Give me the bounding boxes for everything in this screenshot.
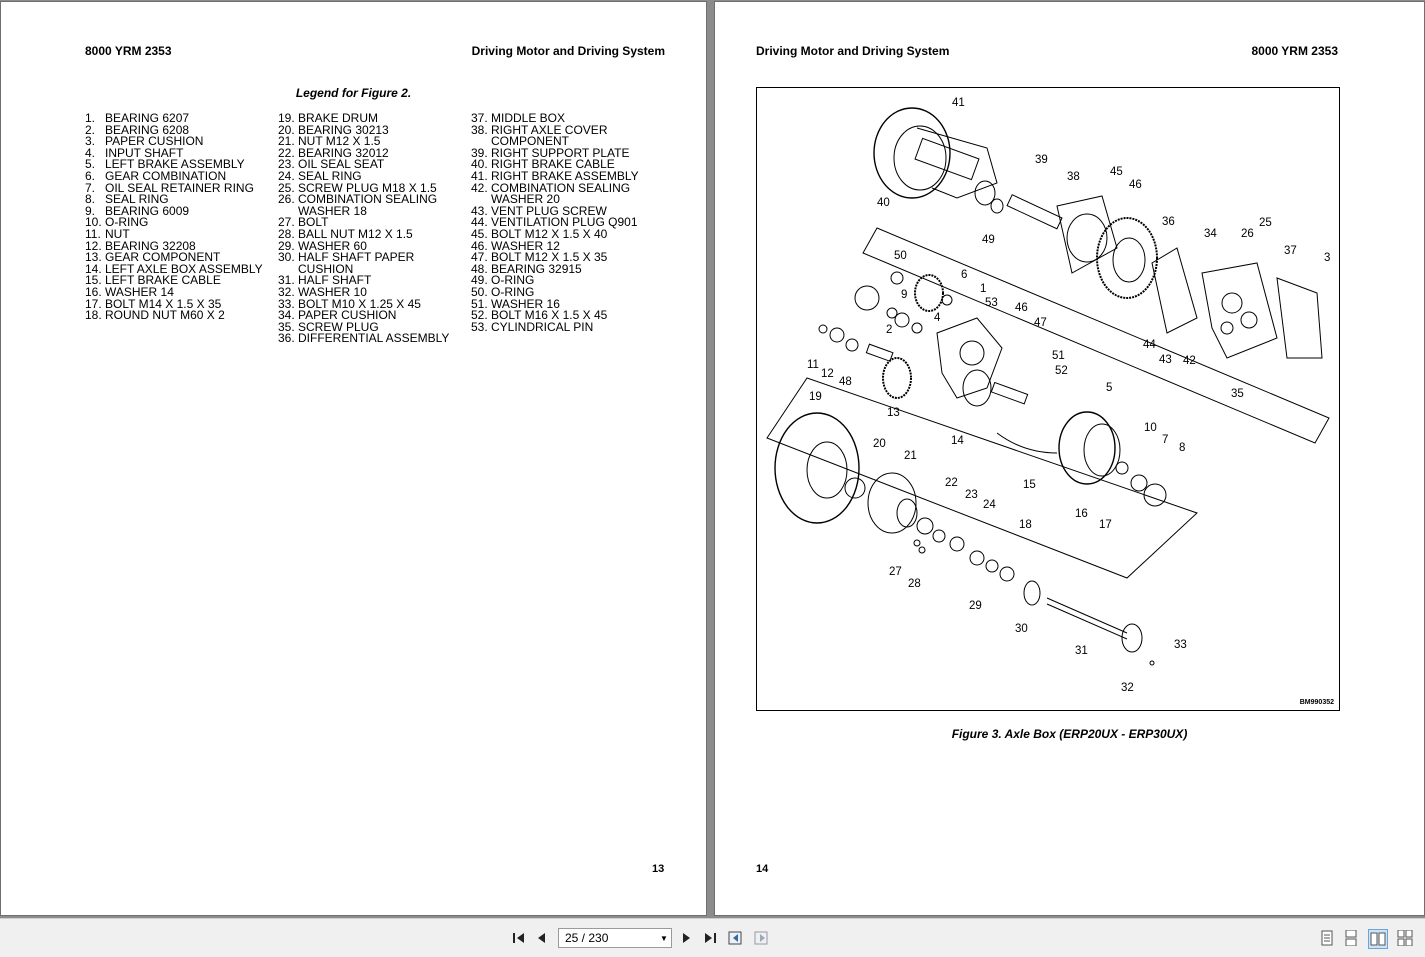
legend-item	[85, 310, 263, 322]
legend-title: Legend for Figure 2.	[295, 86, 412, 100]
legend-item-label: SEAL RING	[105, 192, 169, 207]
legend-item-number: 4.	[85, 145, 96, 160]
legend-item-number: 44.	[471, 215, 488, 230]
callout-number: 42	[1183, 355, 1196, 367]
legend-item-label: BOLT M12 X 1.5 X 40	[491, 226, 608, 241]
callout-number: 43	[1159, 354, 1172, 366]
legend-item-number: 42.	[471, 180, 488, 195]
single-page-view-icon[interactable]	[1318, 929, 1336, 947]
legend-item-label: OIL SEAL SEAT	[298, 157, 385, 172]
legend-item	[471, 319, 639, 334]
header-doc-number: 8000 YRM 2353	[85, 44, 172, 58]
legend-item-number: 17.	[85, 296, 102, 311]
legend-item-label: RIGHT BRAKE CABLE	[491, 157, 615, 172]
callout-number: 36	[1162, 216, 1175, 228]
legend-item-number: 1.	[85, 111, 96, 125]
legend-item-label: LEFT BRAKE ASSEMBLY	[105, 157, 245, 172]
legend-item-number: 9.	[85, 203, 96, 218]
legend-item-label: CUSHION	[298, 261, 354, 276]
header-section-title: Driving Motor and Driving System	[756, 44, 950, 58]
legend-item-label: VENT PLUG SCREW	[491, 203, 607, 218]
legend-item-number: 45.	[471, 226, 488, 241]
legend-item-label: BRAKE DRUM	[298, 111, 379, 125]
legend-item-number: 7.	[85, 180, 96, 195]
legend-column-1	[85, 113, 263, 322]
page-number: 14	[756, 863, 769, 875]
callout-number: 46	[1015, 302, 1028, 314]
legend-item-number: 35.	[278, 319, 295, 334]
legend-item-number: 23.	[278, 157, 295, 172]
legend-item-number: 53.	[471, 319, 488, 334]
callout-number: 14	[951, 435, 964, 447]
legend-item-label: SEAL RING	[298, 168, 362, 183]
legend-item-number: 50.	[471, 284, 488, 299]
viewer-toolbar	[0, 918, 1425, 957]
page-number: 13	[652, 863, 665, 875]
legend-item-label: BOLT M12 X 1.5 X 35	[491, 250, 608, 265]
legend-item-number: 2.	[85, 122, 96, 137]
callout-number: 30	[1015, 623, 1028, 635]
legend-item-label: SCREW PLUG	[298, 319, 379, 334]
legend-item-number: 32.	[278, 284, 295, 299]
legend-item-number: 36.	[278, 331, 295, 346]
page-number-field[interactable]	[558, 928, 672, 948]
callout-number: 22	[945, 477, 958, 489]
legend-item-label: DIFFERENTIAL ASSEMBLY	[298, 331, 450, 346]
legend-item-label: COMPONENT	[491, 134, 569, 149]
legend-item-number: 47.	[471, 250, 488, 265]
legend-item-number: 41.	[471, 168, 488, 183]
callout-number: 5	[1106, 382, 1113, 394]
legend-item-number: 34.	[278, 308, 295, 323]
callout-number: 34	[1204, 228, 1217, 240]
legend-item-number: 40.	[471, 157, 488, 172]
callout-number: 25	[1259, 217, 1272, 229]
legend-item-label: NUT M12 X 1.5	[298, 134, 381, 149]
callout-number: 3	[1324, 252, 1331, 264]
legend-item-label: WASHER 60	[298, 238, 367, 253]
callout-number: 47	[1034, 317, 1047, 329]
legend-item-label: BEARING 32012	[298, 145, 389, 160]
legend-item-label: O-RING	[491, 273, 535, 288]
legend-item-label: ROUND NUT M60 X 2	[105, 308, 225, 323]
legend-item-label: HALF SHAFT	[298, 273, 372, 288]
callout-number: 11	[807, 359, 819, 371]
callout-number: 31	[1075, 645, 1088, 657]
callout-number: 53	[985, 297, 998, 309]
callout-number: 27	[889, 566, 902, 578]
legend-item-label: SCREW PLUG M18 X 1.5	[298, 180, 437, 195]
figure-axle-box	[756, 87, 1340, 711]
callout-number: 24	[983, 499, 996, 511]
legend-item-label: BEARING 6009	[105, 203, 190, 218]
two-page-view-icon[interactable]	[1368, 929, 1388, 949]
go-back-view-icon[interactable]	[727, 929, 745, 947]
callout-number: 8	[1179, 442, 1186, 454]
legend-item-number: 19.	[278, 111, 295, 125]
legend-column-3	[471, 113, 639, 333]
legend-item-number: 39.	[471, 145, 488, 160]
callout-number: 1	[980, 283, 987, 295]
legend-item-label: WASHER 14	[105, 284, 174, 299]
chevron-down-icon[interactable]: ▼	[660, 933, 668, 943]
callout-number: 28	[908, 578, 921, 590]
legend-item-number: 37.	[471, 111, 488, 125]
legend-item-label: BOLT M16 X 1.5 X 45	[491, 308, 608, 323]
header-doc-number: 8000 YRM 2353	[1251, 44, 1338, 58]
legend-item-label: WASHER 10	[298, 284, 367, 299]
callout-number: 29	[969, 600, 982, 612]
continuous-view-icon[interactable]	[1342, 929, 1360, 947]
callout-number: 49	[982, 234, 995, 246]
legend-item	[278, 333, 449, 345]
legend-item-label: PAPER CUSHION	[298, 308, 397, 323]
callout-number: 13	[887, 407, 900, 419]
figure-caption: Figure 3. Axle Box (ERP20UX - ERP30UX)	[951, 727, 1188, 741]
legend-item-label: CYLINDRICAL PIN	[491, 319, 594, 334]
legend-column-2	[278, 113, 449, 345]
legend-item-number: 38.	[471, 122, 488, 137]
legend-item-number: 30.	[278, 250, 295, 265]
legend-item-label: PAPER CUSHION	[105, 134, 204, 149]
callout-number: 18	[1019, 519, 1032, 531]
legend-item-label: COMBINATION SEALING	[491, 180, 631, 195]
callout-number: 20	[873, 438, 886, 450]
legend-item-label: BEARING 6208	[105, 122, 190, 137]
callout-number: 38	[1067, 171, 1080, 183]
legend-item-number: 26.	[278, 192, 295, 207]
upper-group-outline	[863, 228, 1329, 443]
legend-item-number: 25.	[278, 180, 295, 195]
page-indicator: 25 / 230	[565, 931, 609, 945]
legend-item-number: 3.	[85, 134, 96, 149]
legend-item-label: VENTILATION PLUG Q901	[491, 215, 638, 230]
legend-item-label: RIGHT AXLE COVER	[491, 122, 608, 137]
callout-number: 10	[1144, 422, 1157, 434]
callout-number: 50	[894, 250, 907, 262]
callout-number: 37	[1284, 245, 1297, 257]
legend-item-number: 46.	[471, 238, 488, 253]
left-page	[1, 2, 706, 915]
callout-number: 52	[1055, 365, 1068, 377]
legend-item-number: 8.	[85, 192, 96, 207]
callout-number: 46	[1129, 179, 1142, 191]
legend-item-label: GEAR COMPONENT	[105, 250, 221, 265]
legend-item-number: 51.	[471, 296, 488, 311]
legend-item-label: WASHER 16	[491, 296, 560, 311]
legend-item-number: 10.	[85, 215, 102, 230]
callout-number: 21	[904, 450, 917, 462]
callout-number: 44	[1143, 339, 1156, 351]
legend-item-label: HALF SHAFT PAPER	[298, 250, 415, 265]
legend-item-label: RIGHT SUPPORT PLATE	[491, 145, 630, 160]
callout-number: 33	[1174, 639, 1187, 651]
legend-item-label: WASHER 12	[491, 238, 560, 253]
two-page-continuous-view-icon[interactable]	[1396, 929, 1414, 947]
legend-item-number: 28.	[278, 226, 295, 241]
figure-code: BM990352	[1299, 699, 1334, 706]
legend-item-number: 31.	[278, 273, 295, 288]
callout-number: 35	[1231, 388, 1244, 400]
legend-item-label: INPUT SHAFT	[105, 145, 184, 160]
legend-item-number: 43.	[471, 203, 488, 218]
legend-item-label: BEARING 32208	[105, 238, 196, 253]
callout-number: 7	[1162, 434, 1169, 446]
legend-item-number: 20.	[278, 122, 295, 137]
callout-number: 32	[1121, 682, 1134, 694]
legend-item-number: 33.	[278, 296, 295, 311]
right-page	[715, 2, 1424, 915]
callout-number: 2	[886, 324, 893, 336]
callout-number: 19	[809, 391, 822, 403]
callout-number: 40	[877, 197, 890, 209]
callout-number: 15	[1023, 479, 1036, 491]
legend-item-label: BEARING 30213	[298, 122, 389, 137]
legend-item-number: 48.	[471, 261, 488, 276]
legend-item-number: 15.	[85, 273, 102, 288]
legend-item-label: BOLT M14 X 1.5 X 35	[105, 296, 222, 311]
callout-number: 6	[961, 269, 968, 281]
legend-item-label: GEAR COMBINATION	[105, 168, 227, 183]
legend-item-label: BOLT	[298, 215, 329, 230]
legend-item-label: WASHER 20	[491, 192, 560, 207]
legend-item-number: 49.	[471, 273, 488, 288]
legend-item-label: MIDDLE BOX	[491, 111, 566, 125]
callout-number: 51	[1052, 350, 1065, 362]
legend-item-label: LEFT BRAKE CABLE	[105, 273, 221, 288]
callout-number: 17	[1099, 519, 1112, 531]
first-page-icon[interactable]	[510, 929, 528, 947]
legend-item-label: LEFT AXLE BOX ASSEMBLY	[105, 261, 263, 276]
last-page-icon[interactable]	[701, 929, 719, 947]
legend-item-number: 21.	[278, 134, 295, 149]
legend-item-number: 29.	[278, 238, 295, 253]
legend-item-number: 24.	[278, 168, 295, 183]
go-forward-view-icon[interactable]	[753, 929, 771, 947]
callout-number: 26	[1241, 228, 1254, 240]
legend-item-number: 12.	[85, 238, 102, 253]
legend-item-label: OIL SEAL RETAINER RING	[105, 180, 254, 195]
legend-item-number: 11.	[85, 226, 101, 241]
legend-item-number: 22.	[278, 145, 295, 160]
legend-item-label: NUT	[105, 226, 130, 241]
legend-item-number: 14.	[85, 261, 102, 276]
legend-item-label: BEARING 6207	[105, 111, 190, 125]
next-page-icon[interactable]	[677, 929, 695, 947]
callout-number: 23	[965, 489, 978, 501]
legend-item-number: 16.	[85, 284, 102, 299]
legend-item-label: COMBINATION SEALING	[298, 192, 438, 207]
legend-item-number: 13.	[85, 250, 102, 265]
legend-item-number: 52.	[471, 308, 488, 323]
callout-number: 12	[821, 368, 834, 380]
legend-item-number: 6.	[85, 168, 96, 183]
legend-item-label: RIGHT BRAKE ASSEMBLY	[491, 168, 639, 183]
exploded-view-diagram	[757, 88, 1339, 710]
legend-item-label: BEARING 32915	[491, 261, 582, 276]
legend-item-label: WASHER 18	[298, 203, 367, 218]
legend-item-label: O-RING	[491, 284, 535, 299]
callout-number: 16	[1075, 508, 1088, 520]
callout-number: 39	[1035, 154, 1048, 166]
legend-item-number: 5.	[85, 157, 96, 172]
legend-item-number: 18.	[85, 308, 102, 323]
callout-number: 9	[901, 289, 908, 301]
callout-number: 45	[1110, 166, 1123, 178]
legend-item-label: O-RING	[105, 215, 149, 230]
callout-number: 48	[839, 376, 852, 388]
callout-number: 41	[952, 97, 965, 109]
callout-number: 4	[934, 312, 941, 324]
legend-item-number: 27.	[278, 215, 295, 230]
legend-item-label: BALL NUT M12 X 1.5	[298, 226, 413, 241]
header-section-title: Driving Motor and Driving System	[471, 44, 665, 58]
previous-page-icon[interactable]	[533, 929, 551, 947]
legend-item-label: BOLT M10 X 1.25 X 45	[298, 296, 421, 311]
